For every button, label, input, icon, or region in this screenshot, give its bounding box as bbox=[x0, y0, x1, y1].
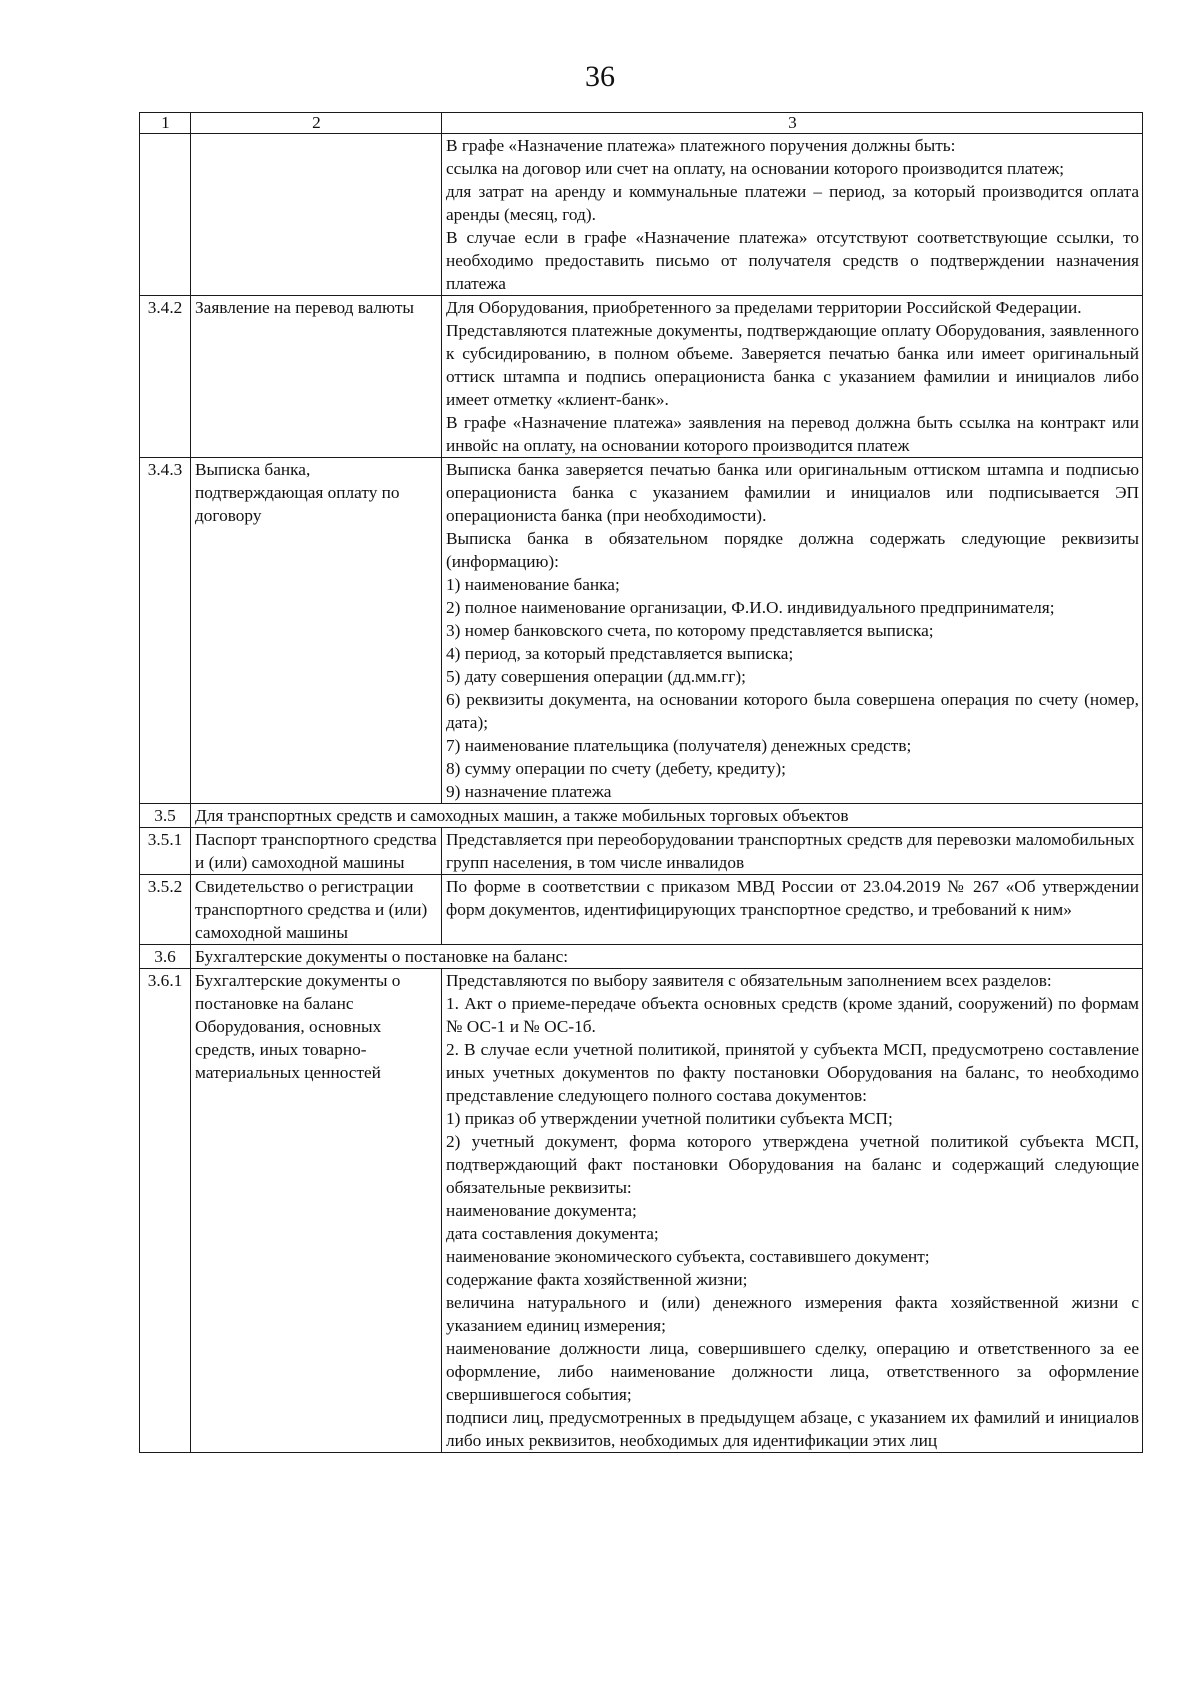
document-name bbox=[191, 134, 442, 296]
document-requirements bbox=[442, 296, 1143, 458]
requirement-item: дата составления документа; bbox=[446, 1224, 659, 1243]
requirement-paragraph: Выписка банка заверяется печатью банка или оригинальным оттиском штампа и подписью операциониста банка с указанием фамилии и инициалов или подписывается ЭП операциониста банка (при необходимости). bbox=[446, 460, 1139, 525]
document-name: Выписка банка, подтверждающая оплату по договору bbox=[191, 458, 442, 804]
table-row bbox=[140, 134, 1143, 296]
requirement-paragraph: В случае если в графе «Назначение платежа» отсутствуют соответствующие ссылки, то необходимо предоставить письмо от получателя средств о подтверждении назначения платежа bbox=[446, 228, 1139, 293]
document-name: Заявление на перевод валюты bbox=[191, 296, 442, 458]
requirement-paragraph: В графе «Назначение платежа» платежного поручения должны быть: bbox=[446, 136, 956, 155]
table-row bbox=[140, 828, 1143, 875]
document-name: Свидетельство о регистрации транспортного средства и (или) самоходной машины bbox=[191, 875, 442, 945]
requirement-paragraph: Представляются платежные документы, подтверждающие оплату Оборудования, заявленного к субсидированию, в полном объеме. Заверяется печатью банка или имеет оригинальный оттиск штампа и подпись операциониста банка с указанием фамилии и инициалов либо имеет отметку «клиент-банк». bbox=[446, 321, 1139, 409]
requirement-item: 7) наименование плательщика (получателя) денежных средств; bbox=[446, 736, 912, 755]
requirement-item: величина натурального и (или) денежного измерения факта хозяйственной жизни с указанием единиц измерения; bbox=[446, 1293, 1139, 1335]
section-title: Для транспортных средств и самоходных машин, а также мобильных торговых объектов bbox=[191, 804, 1143, 828]
requirement-item: 1) наименование банка; bbox=[446, 575, 620, 594]
table-row bbox=[140, 969, 1143, 1453]
requirement-paragraph: По форме в соответствии с приказом МВД России от 23.04.2019 № 267 «Об утверждении форм документов, идентифицирующих транспортное средство, и требований к ним» bbox=[446, 877, 1139, 919]
requirement-paragraph: Выписка банка в обязательном порядке должна содержать следующие реквизиты (информацию): bbox=[446, 529, 1139, 571]
requirement-item: 2) учетный документ, форма которого утверждена учетной политикой субъекта МСП, подтверждающий факт постановки Оборудования на баланс и содержащий следующие обязательные реквизиты: bbox=[446, 1132, 1139, 1197]
column-header: 3 bbox=[442, 113, 1143, 134]
requirements-table bbox=[139, 112, 1143, 1453]
requirement-item: 1) приказ об утверждении учетной политики субъекта МСП; bbox=[446, 1109, 893, 1128]
requirement-paragraph: 2. В случае если учетной политикой, принятой у субъекта МСП, предусмотрено составление иных учетных документов по факту постановки Оборудования на баланс, то необходимо представление следующего полного состава документов: bbox=[446, 1040, 1139, 1105]
requirement-paragraph: для затрат на аренду и коммунальные платежи – период, за который производится оплата аренды (месяц, год). bbox=[446, 182, 1139, 224]
requirement-item: 9) назначение платежа bbox=[446, 782, 612, 801]
document-requirements bbox=[442, 828, 1143, 875]
section-title: Бухгалтерские документы о постановке на баланс: bbox=[191, 945, 1143, 969]
document-name: Бухгалтерские документы о постановке на баланс Оборудования, основных средств, иных товарно-материальных ценностей bbox=[191, 969, 442, 1453]
row-number: 3.5.2 bbox=[140, 875, 191, 945]
table-row bbox=[140, 296, 1143, 458]
document-requirements bbox=[442, 134, 1143, 296]
column-header: 1 bbox=[140, 113, 191, 134]
requirement-paragraph: 1. Акт о приеме-передаче объекта основных средств (кроме зданий, сооружений) по формам № ОС-1 и № ОС-1б. bbox=[446, 994, 1139, 1036]
row-number: 3.6 bbox=[140, 945, 191, 969]
requirement-item: 4) период, за который представляется выписка; bbox=[446, 644, 794, 663]
requirement-paragraph: ссылка на договор или счет на оплату, на основании которого производится платеж; bbox=[446, 159, 1065, 178]
table-row bbox=[140, 875, 1143, 945]
section-row bbox=[140, 945, 1143, 969]
requirement-item: наименование экономического субъекта, составившего документ; bbox=[446, 1247, 930, 1266]
section-row bbox=[140, 804, 1143, 828]
row-number: 3.6.1 bbox=[140, 969, 191, 1453]
row-number bbox=[140, 134, 191, 296]
requirement-item: наименование документа; bbox=[446, 1201, 637, 1220]
requirement-item: 6) реквизиты документа, на основании которого была совершена операция по счету (номер, дата); bbox=[446, 690, 1139, 732]
requirement-item: 5) дату совершения операции (дд.мм.гг); bbox=[446, 667, 746, 686]
row-number: 3.5.1 bbox=[140, 828, 191, 875]
requirement-item: 8) сумму операции по счету (дебету, кредиту); bbox=[446, 759, 786, 778]
document-requirements bbox=[442, 969, 1143, 1453]
column-header: 2 bbox=[191, 113, 442, 134]
requirement-item: 2) полное наименование организации, Ф.И.О. индивидуального предпринимателя; bbox=[446, 598, 1055, 617]
row-number: 3.5 bbox=[140, 804, 191, 828]
table-row bbox=[140, 458, 1143, 804]
page-number: 36 bbox=[585, 60, 615, 93]
requirement-item: 3) номер банковского счета, по которому представляется выписка; bbox=[446, 621, 934, 640]
document-requirements bbox=[442, 458, 1143, 804]
requirement-paragraph: Для Оборудования, приобретенного за пределами территории Российской Федерации. bbox=[446, 298, 1082, 317]
requirement-paragraph: Представляются по выбору заявителя с обязательным заполнением всех разделов: bbox=[446, 971, 1052, 990]
table-header-row bbox=[140, 113, 1143, 134]
requirement-paragraph: В графе «Назначение платежа» заявления на перевод должна быть ссылка на контракт или инвойс на оплату, на основании которого производится платеж bbox=[446, 413, 1139, 455]
requirement-paragraph: Представляется при переоборудовании транспортных средств для перевозки маломобильных групп населения, в том числе инвалидов bbox=[446, 830, 1135, 872]
row-number: 3.4.2 bbox=[140, 296, 191, 458]
row-number: 3.4.3 bbox=[140, 458, 191, 804]
document-name: Паспорт транспортного средства и (или) самоходной машины bbox=[191, 828, 442, 875]
requirement-item: содержание факта хозяйственной жизни; bbox=[446, 1270, 748, 1289]
requirement-item: подписи лиц, предусмотренных в предыдущем абзаце, с указанием их фамилий и инициалов либо иных реквизитов, необходимых для идентификации этих лиц bbox=[446, 1408, 1139, 1450]
document-requirements bbox=[442, 875, 1143, 945]
requirement-item: наименование должности лица, совершившего сделку, операцию и ответственного за ее оформление, либо наименование должности лица, ответственного за оформление свершившегося события; bbox=[446, 1339, 1139, 1404]
